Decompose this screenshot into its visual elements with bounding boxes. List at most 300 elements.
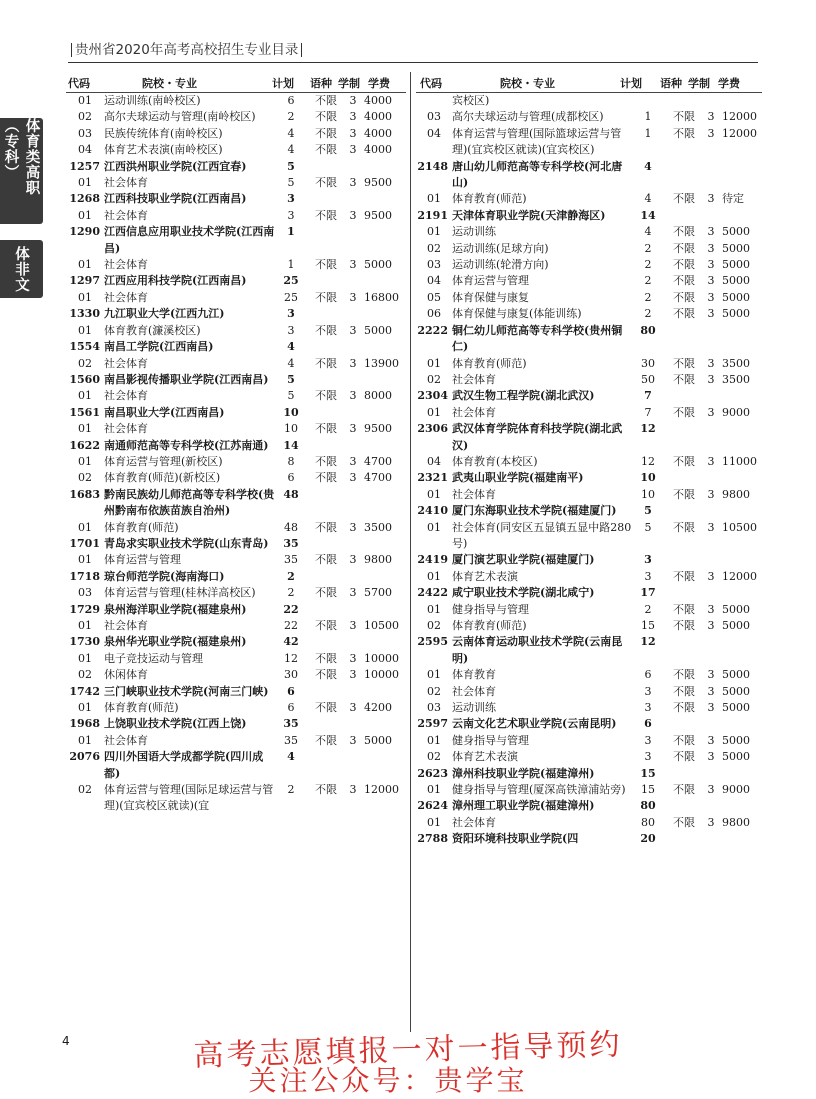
school-row: [66, 273, 406, 289]
row-code: 02: [78, 783, 92, 797]
row-lang: [306, 684, 346, 700]
row-lang: [306, 339, 346, 355]
row-lang: 不限: [673, 192, 695, 206]
row-plan: 4: [644, 192, 652, 206]
major-row: [66, 208, 406, 224]
row-fee: [718, 470, 762, 486]
row-years: 3: [349, 323, 357, 337]
row-years: 3: [349, 110, 357, 124]
row-code: 1268: [69, 192, 100, 206]
row-years: 3: [707, 192, 715, 206]
column-divider: [410, 72, 411, 1032]
row-fee: 10500: [722, 520, 757, 534]
row-years: [704, 208, 718, 224]
major-row: [416, 257, 762, 273]
school-row: [416, 766, 762, 782]
row-lang: 不限: [673, 126, 695, 140]
row-name: 江西科技职业学院(江西南昌): [104, 192, 247, 206]
row-code: 2623: [417, 766, 448, 780]
row-fee: 9000: [722, 783, 750, 797]
row-code: 1297: [69, 274, 100, 288]
row-name: 南昌工学院(江西南昌): [104, 340, 214, 354]
row-name: 九江职业大学(江西九江): [104, 307, 225, 321]
row-plan: 3: [644, 569, 652, 583]
row-code: 01: [78, 422, 92, 436]
row-lang: [306, 749, 346, 782]
row-plan: 12: [284, 651, 298, 665]
row-plan: 48: [284, 520, 298, 534]
row-plan: 4: [287, 356, 295, 370]
major-row: [416, 700, 762, 716]
row-name: 社会体育: [104, 733, 148, 747]
row-years: [346, 536, 360, 552]
row-years: 3: [349, 586, 357, 600]
major-row: [416, 487, 762, 503]
row-name: 三门峡职业技术学院(河南三门峡): [104, 684, 269, 698]
row-years: [704, 470, 718, 486]
row-years: [704, 798, 718, 814]
row-fee: [718, 716, 762, 732]
school-row: [66, 438, 406, 454]
row-lang: 不限: [315, 94, 337, 107]
row-years: 3: [349, 651, 357, 665]
row-code: 2422: [417, 586, 448, 600]
row-fee: [718, 421, 762, 454]
row-fee: 5000: [722, 290, 750, 304]
row-plan: 15: [641, 783, 655, 797]
row-plan: 4: [287, 750, 295, 764]
school-row: [66, 634, 406, 650]
school-row: [66, 602, 406, 618]
row-fee: 5000: [722, 668, 750, 682]
row-name: 体育教育: [452, 668, 496, 682]
row-name: 体育教育(师范): [452, 192, 527, 206]
row-fee: 5000: [722, 225, 750, 239]
row-lang: 不限: [315, 471, 337, 485]
row-fee: 4200: [364, 701, 392, 715]
row-years: 3: [707, 750, 715, 764]
school-row: [66, 749, 406, 782]
row-plan: 35: [283, 717, 299, 731]
row-plan: 25: [283, 274, 299, 288]
row-name: 社会体育: [104, 208, 148, 222]
row-years: 3: [349, 553, 357, 567]
row-name: 运动训练(足球方向): [452, 241, 549, 255]
row-plan: 14: [640, 208, 656, 222]
row-lang: 不限: [315, 126, 337, 140]
row-plan: [632, 93, 664, 109]
row-plan: 2: [287, 586, 295, 600]
row-years: 3: [707, 258, 715, 272]
row-plan: 3: [287, 307, 295, 321]
row-fee: 12000: [722, 126, 757, 140]
row-lang: 不限: [315, 668, 337, 682]
row-name: 高尔夫球运动与管理(南岭校区): [104, 110, 256, 124]
row-years: [346, 749, 360, 782]
row-name: 青岛求实职业技术学院(山东青岛): [104, 536, 269, 550]
row-fee: 5000: [722, 684, 750, 698]
row-years: [704, 634, 718, 667]
row-fee: 5000: [364, 323, 392, 337]
header-lang: 语种: [310, 77, 332, 90]
watermark-line-1: 高考志愿填报一对一指导预约: [193, 1027, 623, 1074]
row-code: 1729: [69, 602, 100, 616]
row-plan: 10: [641, 487, 655, 501]
major-row: [66, 782, 406, 815]
major-row: [416, 733, 762, 749]
row-years: [346, 191, 360, 207]
row-fee: [718, 159, 762, 192]
row-years: 3: [349, 520, 357, 534]
row-plan: 6: [287, 701, 295, 715]
row-years: 3: [707, 126, 715, 140]
row-plan: 5: [287, 176, 295, 190]
row-lang: [306, 372, 346, 388]
row-plan: 22: [284, 619, 298, 632]
row-lang: 不限: [315, 323, 337, 337]
major-row: [66, 323, 406, 339]
row-fee: 9800: [364, 553, 392, 567]
major-row: [416, 602, 762, 618]
row-lang: [664, 208, 704, 224]
major-row: [416, 520, 762, 553]
row-plan: 6: [287, 684, 295, 698]
major-row: [416, 356, 762, 372]
row-plan: 15: [641, 619, 655, 632]
row-fee: [360, 159, 406, 175]
table-body: [416, 93, 762, 848]
row-name: 电子竞技运动与管理: [104, 651, 203, 665]
row-fee: 4700: [364, 471, 392, 485]
row-fee: [718, 798, 762, 814]
row-fee: [718, 552, 762, 568]
major-row: [66, 454, 406, 470]
row-years: [346, 634, 360, 650]
row-lang: 不限: [315, 110, 337, 124]
major-row: [66, 257, 406, 273]
row-fee: [360, 749, 406, 782]
major-row: [416, 241, 762, 257]
row-years: [704, 585, 718, 601]
row-years: 3: [349, 356, 357, 370]
row-plan: 4: [287, 126, 295, 140]
row-lang: [664, 716, 704, 732]
row-fee: 4700: [364, 454, 392, 468]
row-code: 02: [427, 619, 441, 632]
row-plan: 5: [287, 159, 295, 173]
row-plan: 5: [287, 389, 295, 403]
school-row: [66, 306, 406, 322]
row-code: 1683: [69, 487, 100, 501]
row-fee: [360, 487, 406, 520]
row-plan: 4: [287, 340, 295, 354]
row-name: 唐山幼儿师范高等专科学校(河北唐山): [452, 159, 623, 190]
row-name: 江西应用科技学院(江西南昌): [104, 274, 247, 288]
row-years: [704, 552, 718, 568]
row-name: 社会体育(同安区五显镇五显中路280号): [452, 520, 632, 550]
row-fee: 5000: [364, 258, 392, 272]
row-years: [346, 438, 360, 454]
row-years: [704, 421, 718, 454]
row-plan: 4: [644, 159, 652, 173]
row-code: 03: [78, 586, 92, 600]
row-plan: 4: [287, 143, 295, 157]
row-years: 3: [349, 126, 357, 140]
row-name: 上饶职业技术学院(江西上饶): [104, 717, 247, 731]
row-plan: 6: [644, 668, 652, 682]
row-years: 3: [707, 701, 715, 715]
row-years: [704, 388, 718, 404]
row-lang: 不限: [315, 143, 337, 157]
row-fee: 4000: [364, 126, 392, 140]
row-name: 社会体育: [452, 372, 496, 386]
row-lang: [306, 634, 346, 650]
row-years: 3: [349, 208, 357, 222]
row-plan: 17: [640, 586, 656, 600]
row-code: 01: [78, 520, 92, 534]
row-years: [346, 405, 360, 421]
major-row: [66, 585, 406, 601]
row-code: 04: [427, 454, 441, 468]
row-code: 2321: [417, 471, 448, 485]
row-lang: 不限: [673, 733, 695, 747]
row-lang: 不限: [315, 553, 337, 567]
row-fee: 3500: [364, 520, 392, 534]
header-years: 学制: [338, 77, 360, 90]
school-row: [66, 372, 406, 388]
row-years: 3: [707, 241, 715, 255]
row-years: [346, 716, 360, 732]
row-lang: 不限: [673, 619, 695, 632]
row-name: 运动训练(南岭校区): [104, 94, 201, 107]
major-row: [66, 388, 406, 404]
row-lang: 不限: [315, 651, 337, 665]
row-plan: 8: [287, 454, 295, 468]
row-code: 03: [427, 110, 441, 124]
school-row: [66, 487, 406, 520]
row-fee: 9500: [364, 176, 392, 190]
row-fee: 12000: [722, 569, 757, 583]
row-code: 01: [427, 520, 441, 534]
row-fee: 5700: [364, 586, 392, 600]
row-years: 3: [349, 471, 357, 485]
row-lang: [306, 716, 346, 732]
row-years: 3: [707, 372, 715, 386]
school-row: [66, 224, 406, 257]
row-lang: 不限: [315, 701, 337, 715]
row-years: [346, 273, 360, 289]
row-code: 04: [78, 143, 92, 157]
row-plan: 3: [287, 208, 295, 222]
major-row: [416, 684, 762, 700]
row-code: 02: [427, 241, 441, 255]
row-name: 厦门演艺职业学院(福建厦门): [452, 553, 595, 567]
row-years: [346, 372, 360, 388]
row-lang: [306, 273, 346, 289]
row-name: 社会体育: [452, 405, 496, 419]
row-name: 民族传统体育(南岭校区): [104, 126, 223, 140]
major-row: [416, 306, 762, 322]
row-plan: 1: [644, 110, 652, 124]
row-years: 3: [707, 602, 715, 616]
row-fee: 5000: [722, 750, 750, 764]
row-plan: 1: [644, 126, 652, 140]
row-code: 1701: [69, 536, 100, 550]
row-lang: 不限: [315, 176, 337, 190]
row-code: 1554: [69, 340, 100, 354]
row-years: 3: [707, 619, 715, 632]
row-fee: 3500: [722, 372, 750, 386]
school-row: [66, 159, 406, 175]
row-years: [346, 339, 360, 355]
row-code: 01: [427, 192, 441, 206]
row-plan: 2: [287, 110, 295, 124]
row-plan: 3: [287, 323, 295, 337]
row-fee: 12000: [722, 110, 757, 124]
row-name: 健身指导与管理(厦深高铁漳浦站旁): [452, 783, 626, 797]
row-name: 武夷山职业学院(福建南平): [452, 471, 584, 485]
row-fee: 5000: [722, 241, 750, 255]
row-plan: 42: [283, 635, 299, 649]
row-code: [416, 93, 452, 109]
row-code: 2222: [417, 323, 448, 337]
row-plan: 1: [287, 258, 295, 272]
row-fee: [360, 339, 406, 355]
row-fee: 3500: [722, 356, 750, 370]
row-name: 休闲体育: [104, 668, 148, 682]
side-tab-subject: 体非文: [0, 240, 43, 298]
row-code: 2597: [417, 717, 448, 731]
row-code: 1730: [69, 635, 100, 649]
page-number: 4: [62, 1034, 70, 1048]
row-code: 01: [78, 454, 92, 468]
row-fee: 4000: [364, 143, 392, 157]
row-name: 社会体育: [104, 389, 148, 403]
header-code: 代码: [420, 77, 442, 90]
school-row: [66, 716, 406, 732]
row-lang: [664, 503, 704, 519]
row-fee: 5000: [722, 701, 750, 715]
row-plan: 10: [283, 405, 299, 419]
row-plan: 12: [641, 454, 655, 468]
row-name: 体育教育(师范): [104, 701, 179, 715]
row-years: [346, 602, 360, 618]
school-row: [416, 716, 762, 732]
major-row: [416, 191, 762, 207]
row-code: 1257: [69, 159, 100, 173]
school-row: [416, 831, 762, 847]
row-plan: 30: [641, 356, 655, 370]
row-plan: 12: [640, 422, 656, 436]
row-plan: 50: [641, 372, 655, 386]
row-code: 2076: [69, 750, 100, 764]
header-fee: 学费: [368, 77, 390, 90]
row-name: 天津体育职业学院(天津静海区): [452, 208, 606, 222]
row-name: 体育艺术表演: [452, 750, 518, 764]
table-body: [66, 93, 406, 815]
row-fee: 10500: [364, 619, 399, 632]
row-lang: 不限: [673, 487, 695, 501]
major-row: [66, 470, 406, 486]
row-plan: 5: [644, 520, 652, 534]
row-name: 运动训练: [452, 225, 496, 239]
row-lang: 不限: [673, 454, 695, 468]
row-lang: 不限: [315, 520, 337, 534]
row-name: 体育保健与康复(体能训练): [452, 307, 582, 321]
row-lang: [306, 224, 346, 257]
row-plan: 10: [640, 471, 656, 485]
row-plan: 3: [644, 701, 652, 715]
row-plan: 15: [640, 766, 656, 780]
row-lang: 不限: [673, 372, 695, 386]
row-lang: 不限: [315, 619, 337, 632]
row-name: 南昌影视传播职业学院(江西南昌): [104, 372, 269, 386]
major-row: [416, 454, 762, 470]
row-years: 3: [349, 143, 357, 157]
school-row: [416, 159, 762, 192]
row-lang: [664, 552, 704, 568]
row-fee: 9000: [722, 405, 750, 419]
row-lang: [664, 766, 704, 782]
row-years: 3: [707, 405, 715, 419]
table-header: [416, 72, 762, 93]
row-fee: [360, 438, 406, 454]
major-row: [66, 93, 406, 109]
row-fee: 4000: [364, 94, 392, 107]
row-lang: 不限: [673, 356, 695, 370]
row-lang: 不限: [673, 701, 695, 715]
row-lang: 不限: [315, 586, 337, 600]
row-years: 3: [349, 258, 357, 272]
row-plan: 6: [287, 471, 295, 485]
row-fee: 4000: [364, 110, 392, 124]
row-fee: [360, 716, 406, 732]
major-row: [416, 749, 762, 765]
row-plan: 80: [641, 815, 655, 829]
row-plan: 2: [287, 569, 295, 583]
row-years: 3: [349, 422, 357, 436]
row-code: 2191: [417, 208, 448, 222]
row-lang: [664, 323, 704, 356]
major-row: [416, 569, 762, 585]
school-row: [66, 536, 406, 552]
row-code: 01: [427, 668, 441, 682]
row-code: 01: [427, 733, 441, 747]
row-lang: [306, 569, 346, 585]
header-code: 代码: [68, 77, 90, 90]
row-lang: [306, 159, 346, 175]
school-row: [416, 798, 762, 814]
row-name: 体育教育(师范): [104, 520, 179, 534]
school-row: [66, 339, 406, 355]
row-years: [704, 93, 718, 109]
row-fee: 13900: [364, 356, 399, 370]
row-lang: [664, 831, 704, 847]
row-name: 体育教育(濂溪校区): [104, 323, 201, 337]
row-plan: 1: [287, 225, 295, 239]
row-code: 01: [427, 356, 441, 370]
row-years: 3: [349, 733, 357, 747]
row-code: 2788: [417, 832, 448, 846]
row-name: 泉州华光职业学院(福建泉州): [104, 635, 247, 649]
row-code: 01: [78, 290, 92, 304]
row-years: 3: [349, 176, 357, 190]
header-left-bar: [71, 43, 72, 57]
catalog-column-left: [66, 72, 406, 815]
header-plan: 计划: [620, 77, 642, 90]
row-code: 01: [427, 405, 441, 419]
row-plan: 35: [283, 536, 299, 550]
